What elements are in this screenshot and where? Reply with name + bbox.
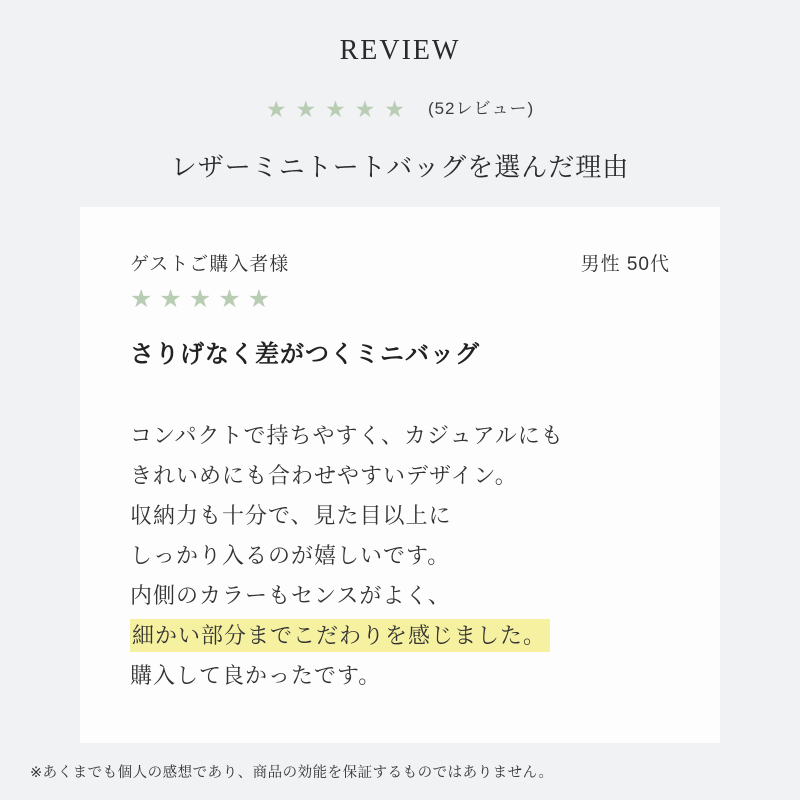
star-rating-icons: ★★★★★ [265, 95, 414, 122]
page-title: REVIEW [339, 35, 461, 66]
review-text-line [130, 416, 670, 456]
review-page [0, 34, 800, 800]
review-line-text: きれいめにも合わせやすいデザイン。 [130, 462, 518, 488]
review-text-line [130, 536, 670, 576]
review-line-text: しっかり入るのが嬉しいです。 [130, 542, 451, 568]
disclaimer-text: ※あくまでも個人の感想であり、商品の効能を保証するものではありません。 [30, 764, 554, 781]
review-line-text: コンパクトで持ちやすく、カジュアルにも [130, 422, 564, 448]
review-body [130, 416, 670, 696]
review-text-line [130, 616, 670, 656]
star-rating-icons: ★★★★★ [130, 284, 278, 313]
review-text-line [130, 656, 670, 696]
review-card-header [130, 249, 670, 276]
review-card [80, 207, 720, 743]
review-text-line [130, 456, 670, 496]
summary-rating [0, 94, 800, 124]
review-text-line [130, 576, 670, 616]
review-text-line [130, 496, 670, 536]
reviewer-attribute: 男性 50代 [580, 253, 670, 275]
reviewer-name: ゲストご購入者様 [130, 253, 290, 275]
review-count: (52レビュー) [427, 98, 535, 118]
review-line-text: 内側のカラーもセンスがよく、 [130, 582, 451, 608]
review-line-text: 購入して良かったです。 [130, 662, 382, 688]
review-line-text: 収納力も十分で、見た目以上に [130, 502, 452, 528]
review-title-text: さりげなく差がつくミニバッグ [130, 340, 480, 368]
review-section-heading: レザーミニトートバッグを選んだ理由 [170, 151, 630, 182]
review-line-text-highlighted: 細かい部分までこだわりを感じました。 [130, 619, 550, 652]
